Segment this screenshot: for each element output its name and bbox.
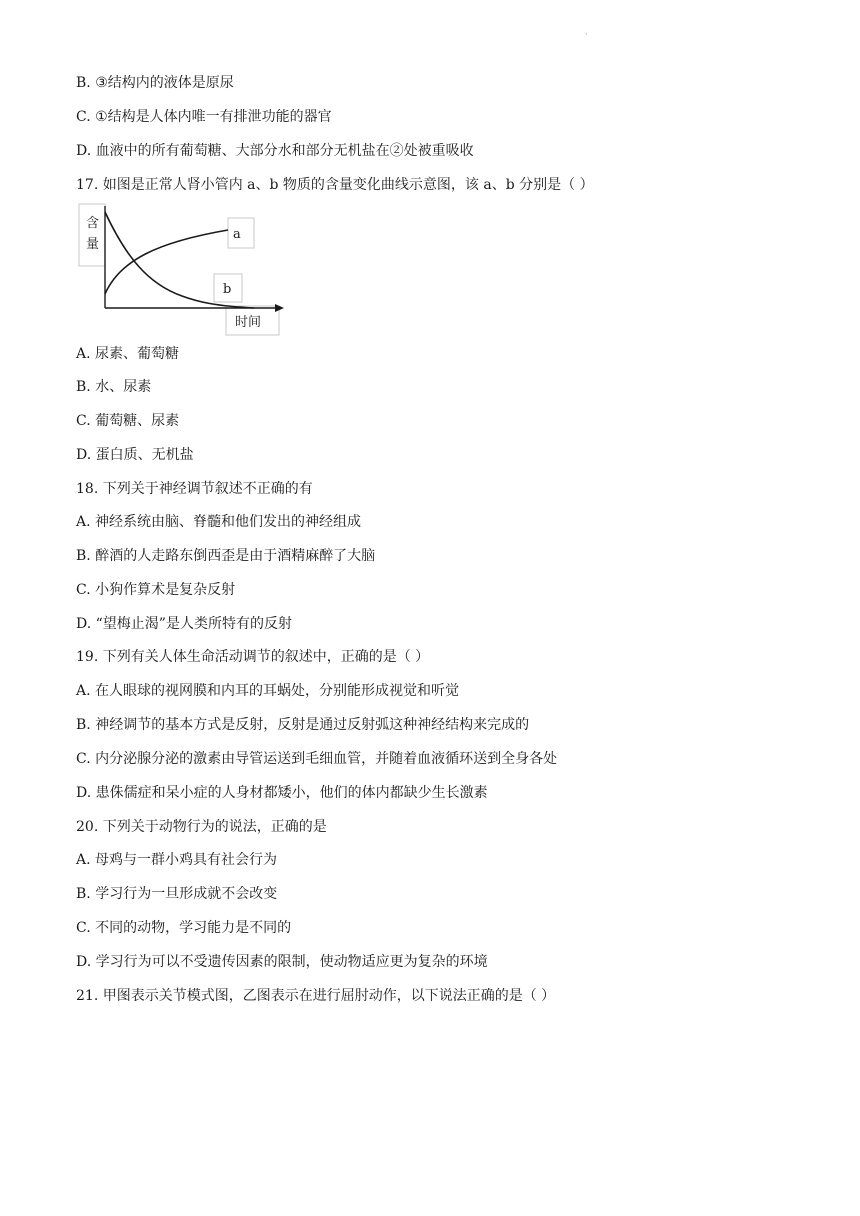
curve-b: [105, 212, 254, 308]
curve-a-label: a: [233, 227, 241, 242]
q17-option-c: C. 葡萄糖、尿素: [76, 413, 180, 429]
q20-option-c: C. 不同的动物，学习能力是不同的: [76, 920, 292, 936]
line-q16-d: D. 血液中的所有葡萄糖、大部分水和部分无机盐在②处被重吸收: [76, 143, 474, 159]
line-q16-c: C. ①结构是人体内唯一有排泄功能的器官: [76, 109, 332, 125]
ylabel-bottom: 量: [86, 237, 100, 252]
line-q16-b: B. ③结构内的液体是原尿: [76, 75, 234, 91]
question-18: 18. 下列关于神经调节叙述不正确的有: [76, 481, 313, 497]
q19-option-b: B. 神经调节的基本方式是反射，反射是通过反射弧这种神经结构来完成的: [76, 717, 530, 733]
q20-option-d: D. 学习行为可以不受遗传因素的限制，使动物适应更为复杂的环境: [76, 954, 488, 970]
q18-option-d: D. “望梅止渴”是人类所特有的反射: [76, 616, 292, 632]
q17-option-b: B. 水、尿素: [76, 379, 152, 395]
q18-option-c: C. 小狗作算术是复杂反射: [76, 582, 236, 598]
kidney-tubule-figure: [78, 202, 284, 336]
q18-option-b: B. 醉酒的人走路东倒西歪是由于酒精麻醉了大脑: [76, 548, 376, 564]
question-20: 20. 下列关于动物行为的说法，正确的是: [76, 819, 327, 835]
q19-option-c: C. 内分泌腺分泌的激素由导管运送到毛细血管，并随着血液循环送到全身各处: [76, 751, 558, 767]
q17-option-d: D. 蛋白质、无机盐: [76, 447, 194, 463]
curve-b-label: b: [223, 282, 232, 297]
q17-option-a: A. 尿素、葡萄糖: [76, 346, 180, 362]
q19-option-a: A. 在人眼球的视网膜和内耳的耳蜗处，分别能形成视觉和听觉: [76, 683, 460, 699]
q19-option-d: D. 患侏儒症和呆小症的人身材都矮小，他们的体内都缺少生长激素: [76, 785, 488, 801]
label-a-box: [228, 218, 254, 248]
curve-a: [105, 230, 228, 294]
ylabel-box: [79, 204, 105, 266]
question-19: 19. 下列有关人体生命活动调节的叙述中，正确的是（ ）: [76, 649, 430, 665]
page-dot: ·: [585, 30, 588, 39]
xlabel: 时间: [235, 315, 262, 330]
q18-option-a: A. 神经系统由脑、脊髓和他们发出的神经组成: [76, 514, 362, 530]
question-17: 17. 如图是正常人肾小管内 a、b 物质的含量变化曲线示意图，该 a、b 分别是（ ）: [76, 177, 594, 193]
question-21: 21. 甲图表示关节模式图，乙图表示在进行屈肘动作，以下说法正确的是（ ）: [76, 988, 556, 1004]
q20-option-b: B. 学习行为一旦形成就不会改变: [76, 886, 278, 902]
ylabel-top: 含: [86, 216, 100, 231]
content-curve-graph: [78, 202, 284, 336]
q20-option-a: A. 母鸡与一群小鸡具有社会行为: [76, 852, 278, 868]
